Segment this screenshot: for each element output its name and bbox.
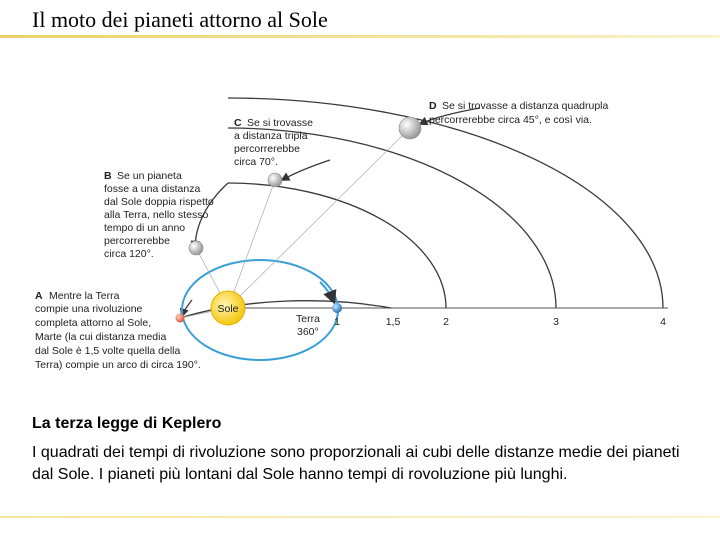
tick-label-1: 1 (334, 316, 340, 328)
tick-label-3: 3 (553, 316, 559, 328)
guide-line-c (228, 180, 275, 308)
svg-text:tempo di un anno: tempo di un anno (104, 222, 186, 234)
caption-c (234, 117, 313, 168)
svg-text:Se si trovasse: Se si trovasse (247, 117, 313, 129)
tick-label-1-5: 1,5 (385, 316, 401, 328)
svg-text:Terra) compie un arco di circa: Terra) compie un arco di circa 190°. (35, 359, 201, 371)
svg-text:D: D (429, 100, 437, 112)
planet-d (399, 117, 421, 139)
svg-text:fosse a una distanza: fosse a una distanza (104, 183, 201, 195)
axis-tick-labels (334, 316, 666, 328)
earth-orbit (182, 260, 338, 360)
svg-text:percorrerebbe circa 45°, e cos: percorrerebbe circa 45°, e così via. (429, 114, 592, 126)
orbit-distance-2 (228, 183, 446, 308)
svg-text:completa attorno al Sole,: completa attorno al Sole, (35, 317, 152, 329)
footer-rule (0, 516, 720, 518)
svg-text:alla Terra, nello stesso: alla Terra, nello stesso (104, 209, 209, 221)
body-paragraph: I quadrati dei tempi di rivoluzione sono proporzionali ai cubi delle distanze medie dei pianeti dal Sole. I pianeti più lontani dal Sole hanno tempi di rovoluzione più lunghi. (32, 444, 680, 483)
svg-text:compie una rivoluzione: compie una rivoluzione (35, 303, 143, 315)
section-heading: La terza legge di Keplero (32, 415, 222, 432)
svg-text:C: C (234, 117, 242, 129)
tick-label-2: 2 (443, 316, 449, 328)
svg-text:Marte (la cui distanza media: Marte (la cui distanza media (35, 331, 167, 343)
caption-a (35, 290, 201, 371)
svg-text:dal Sole è 1,5 volte quella de: dal Sole è 1,5 volte quella della (35, 345, 181, 357)
earth-angle: 360° (297, 326, 319, 338)
planet-b (189, 241, 203, 255)
svg-text:B: B (104, 170, 112, 182)
svg-text:percorrerebbe: percorrerebbe (104, 235, 170, 247)
mars-planet (176, 314, 185, 323)
svg-text:A: A (35, 290, 43, 302)
svg-text:dal Sole doppia rispetto: dal Sole doppia rispetto (104, 196, 214, 208)
sun-label: Sole (217, 303, 239, 315)
svg-text:Se un pianeta: Se un pianeta (117, 170, 182, 182)
planet-c (268, 173, 282, 187)
slide-title: Il moto dei pianeti attorno al Sole (32, 7, 328, 32)
svg-text:Se si trovasse a distanza quad: Se si trovasse a distanza quadrupla (442, 100, 609, 112)
svg-text:percorrerebbe: percorrerebbe (234, 143, 300, 155)
svg-text:circa 120°.: circa 120°. (104, 248, 154, 260)
guide-line-d (228, 128, 410, 308)
svg-text:circa 70°.: circa 70°. (234, 156, 278, 168)
earth-label: Terra (296, 313, 320, 325)
tick-label-4: 4 (660, 316, 666, 328)
earth-planet (332, 303, 342, 313)
svg-text:Mentre la Terra: Mentre la Terra (49, 290, 120, 302)
orbit-distance-3 (228, 128, 556, 308)
svg-text:a distanza tripla: a distanza tripla (234, 130, 308, 142)
orbit-distance-3-end (282, 160, 330, 180)
